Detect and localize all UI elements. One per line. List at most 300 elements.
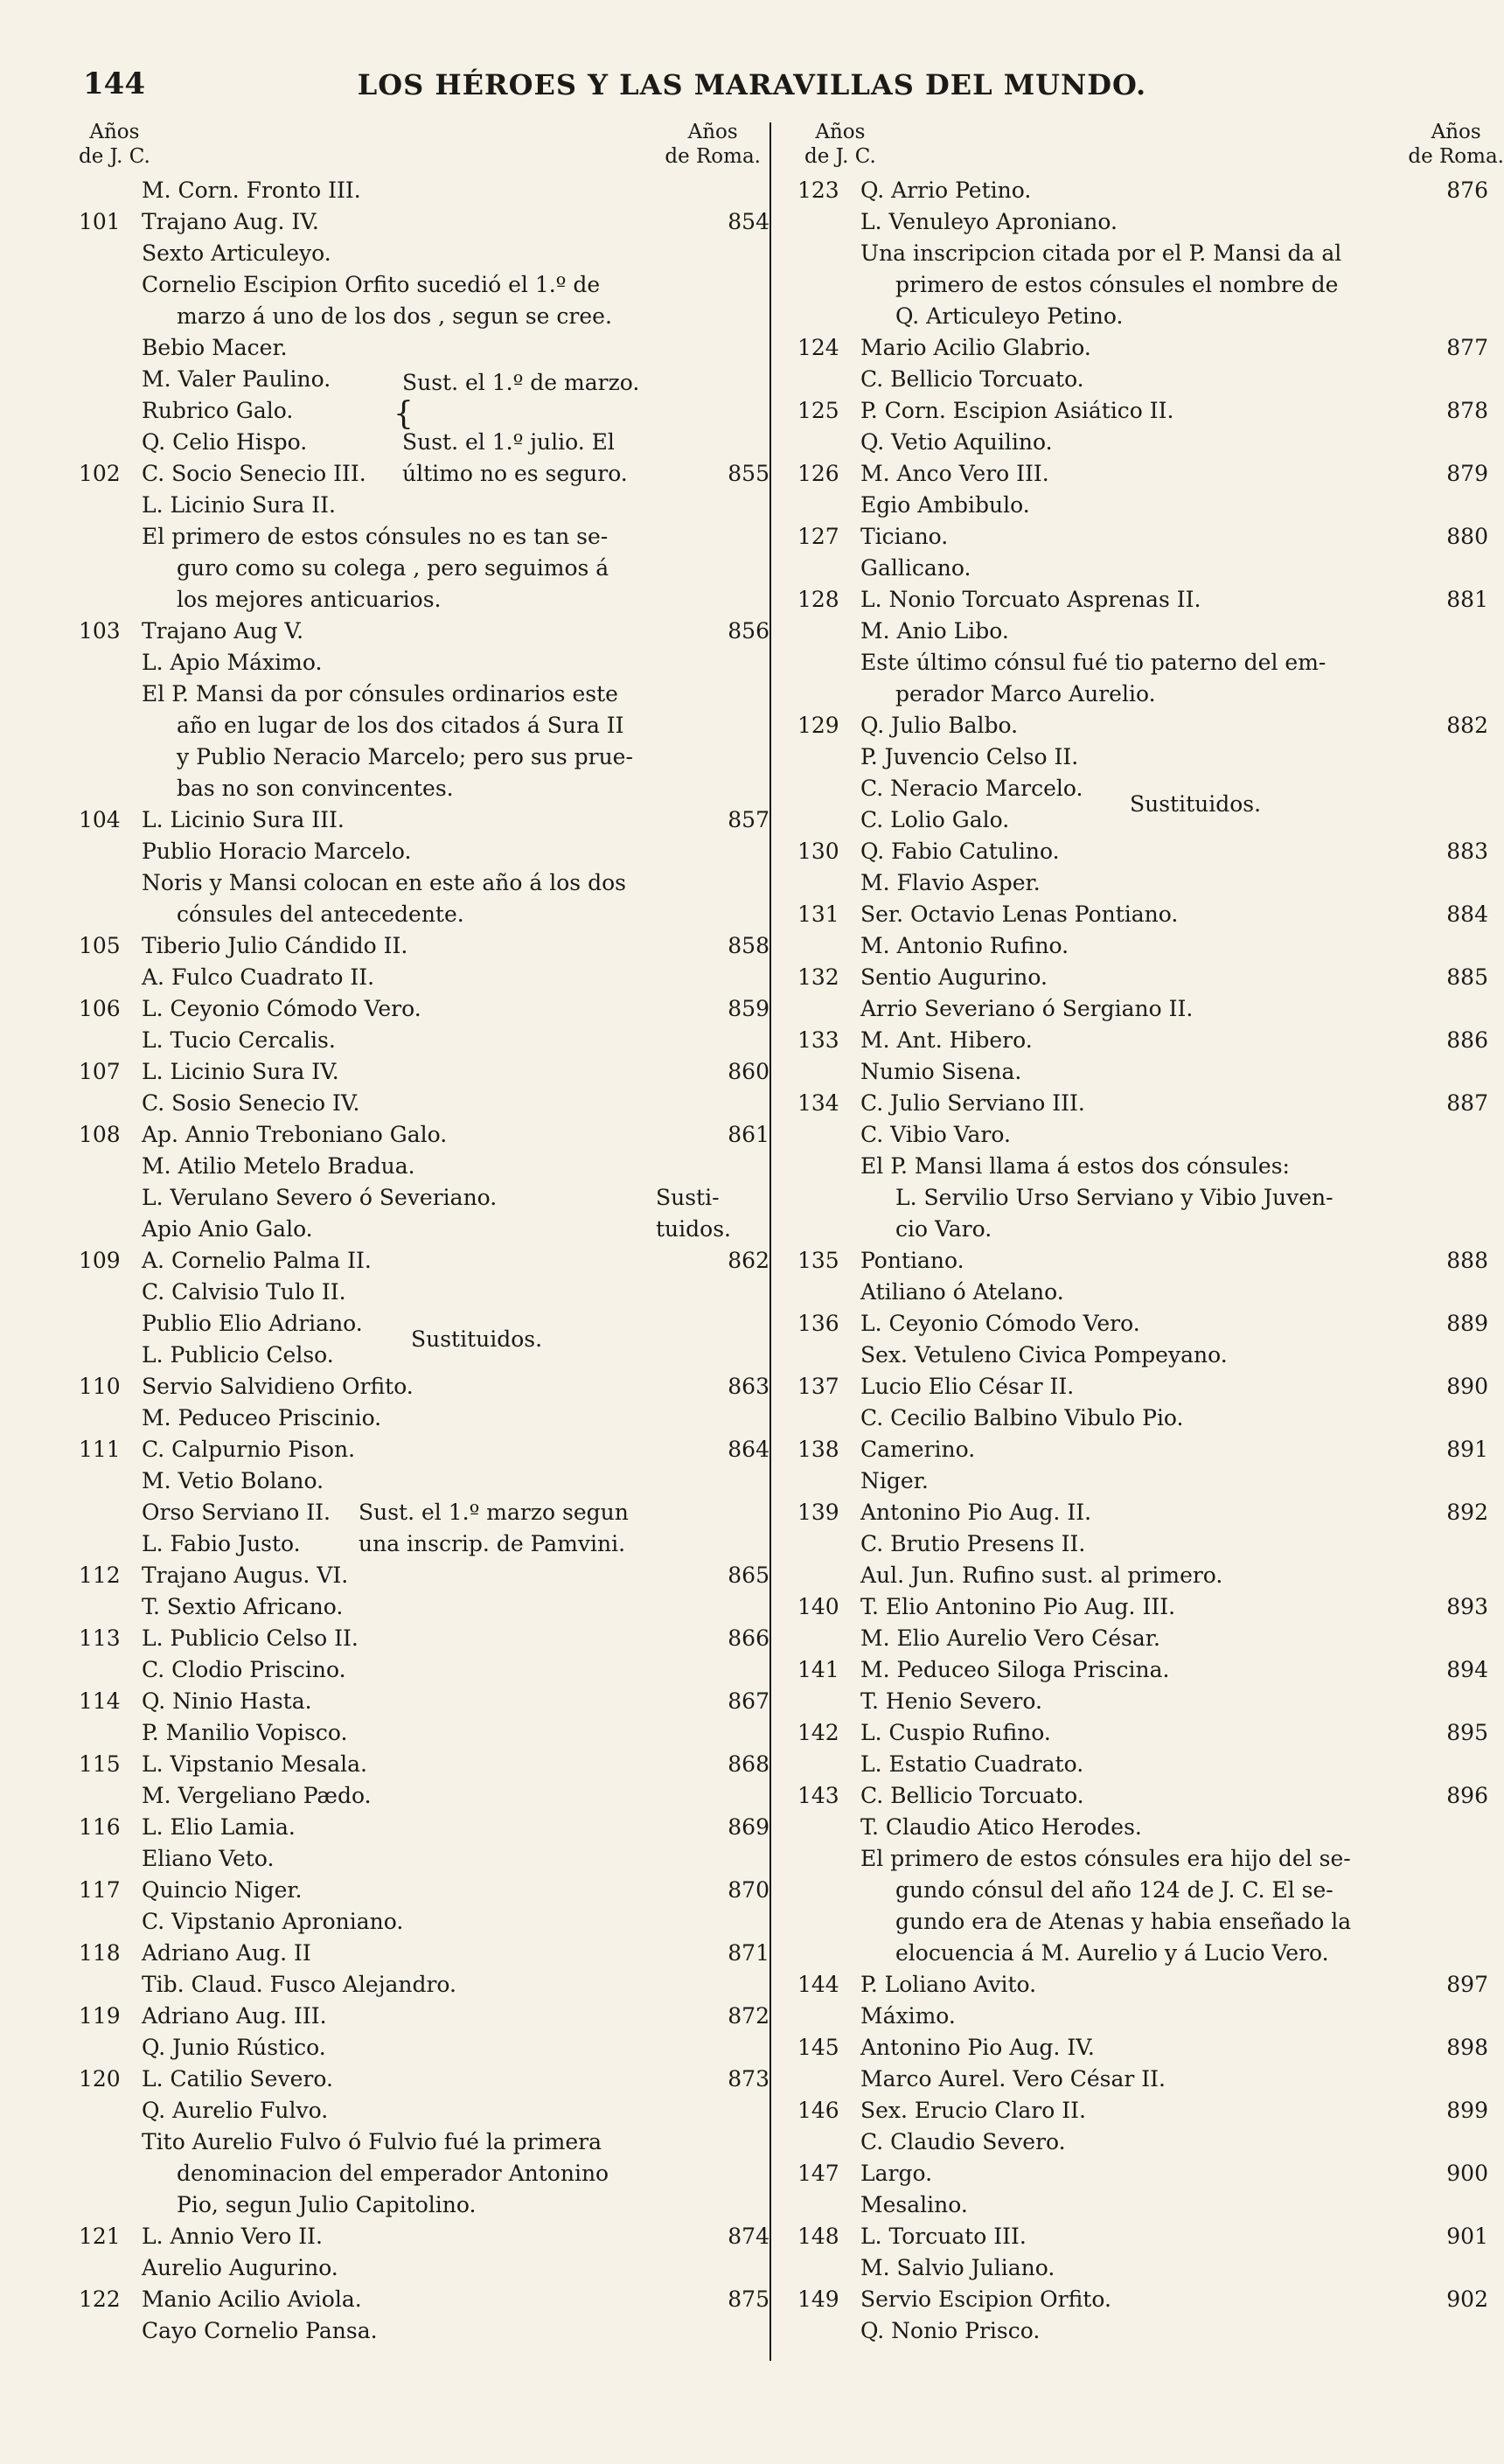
consul-name: M. Salvio Juliano. — [860, 2255, 1055, 2280]
year-jc: 135 — [797, 1248, 839, 1273]
consul-name: M. Vetio Bolano. — [142, 1468, 324, 1493]
consul-entry — [797, 364, 1488, 395]
consul-entry — [797, 1088, 1488, 1119]
year-roma: 854 — [728, 209, 769, 234]
consul-name: marzo á uno de los dos , segun se cree. — [177, 303, 612, 329]
year-jc: 129 — [797, 713, 839, 738]
year-jc: 109 — [79, 1248, 121, 1273]
consul-name: Este último cónsul fué tio paterno del em- — [860, 650, 1326, 675]
year-jc: 130 — [797, 839, 839, 864]
consul-name: Quincio Niger. — [142, 1877, 303, 1903]
consul-entry — [797, 553, 1488, 584]
consul-name: M. Corn. Fronto III. — [142, 177, 361, 203]
consul-entry — [797, 836, 1488, 867]
consul-name: Ap. Annio Treboniano Galo. — [142, 1122, 448, 1147]
consul-entry — [797, 993, 1488, 1025]
years-roma-label: Años — [687, 121, 738, 143]
year-roma: 862 — [728, 1248, 769, 1273]
consul-entry — [79, 395, 769, 427]
consul-entry — [797, 1371, 1488, 1403]
year-jc: 147 — [797, 2161, 839, 2186]
consul-name: M. Valer Paulino. — [142, 366, 331, 392]
page-number: 144 — [83, 66, 145, 101]
consul-entry — [79, 2315, 769, 2347]
consul-name: cónsules del antecedente. — [177, 901, 464, 927]
consul-name: C. Calvisio Tulo II. — [142, 1279, 346, 1305]
year-roma: 865 — [728, 1563, 769, 1588]
consul-name: El P. Mansi llama á estos dos cónsules: — [860, 1153, 1290, 1179]
year-roma: 888 — [1446, 1248, 1488, 1273]
year-jc: 107 — [79, 1059, 121, 1084]
consul-name: L. Tucio Cercalis. — [142, 1027, 336, 1053]
consul-name: Publio Elio Adriano. — [142, 1311, 363, 1336]
year-jc: 121 — [79, 2224, 121, 2249]
consul-entry — [797, 1969, 1488, 2001]
year-jc: 115 — [79, 1751, 121, 1777]
year-jc: 114 — [79, 1688, 121, 1714]
consul-entry — [79, 269, 769, 301]
consul-name: C. Vipstanio Aproniano. — [142, 1909, 404, 1934]
year-jc: 105 — [79, 933, 121, 958]
consul-entry — [797, 930, 1488, 962]
consul-name: guro como su colega , pero seguimos á — [177, 555, 609, 581]
year-jc: 137 — [797, 1374, 839, 1399]
consul-name: L. Nonio Torcuato Asprenas II. — [860, 587, 1201, 612]
consul-name: Tiberio Julio Cándido II. — [142, 933, 408, 958]
year-jc: 142 — [797, 1720, 839, 1745]
consul-entry — [79, 804, 769, 836]
consul-name: Marco Aurel. Vero César II. — [860, 2066, 1166, 2092]
years-jc-label: Años — [89, 121, 140, 143]
consul-entry — [79, 773, 769, 804]
consul-entry — [797, 175, 1488, 206]
column-divider — [769, 122, 771, 2361]
consul-name: T. Henio Severo. — [860, 1688, 1042, 1714]
consul-name: bas no son convincentes. — [177, 776, 454, 801]
year-roma: 868 — [728, 1751, 769, 1777]
running-title: LOS HÉROES Y LAS MARAVILLAS DEL MUNDO. — [357, 68, 1147, 101]
year-jc: 125 — [797, 398, 839, 423]
consul-name: Rubrico Galo. — [142, 398, 294, 423]
consul-entry — [797, 1245, 1488, 1277]
year-jc: 127 — [797, 524, 839, 549]
consul-entry — [79, 490, 769, 521]
consul-name: Sex. Erucio Claro II. — [860, 2098, 1086, 2123]
consul-entry — [79, 2095, 769, 2126]
year-jc: 111 — [79, 1437, 121, 1462]
consul-entry — [79, 2126, 769, 2158]
consul-entry — [79, 2221, 769, 2252]
year-jc: 102 — [79, 461, 121, 486]
year-roma: 899 — [1446, 2098, 1488, 2123]
year-jc: 116 — [79, 1814, 121, 1840]
consul-entry — [79, 1245, 769, 1277]
consul-name: Aul. Jun. Rufino sust. al primero. — [860, 1563, 1223, 1588]
running-header — [0, 61, 1504, 114]
consul-name: Tib. Claud. Fusco Alejandro. — [142, 1972, 456, 1997]
consul-entry — [79, 1371, 769, 1403]
year-roma: 894 — [1446, 1657, 1488, 1682]
year-jc: 122 — [79, 2287, 121, 2312]
consul-name: C. Bellicio Torcuato. — [860, 1783, 1084, 1808]
consul-entry — [79, 741, 769, 773]
consul-name: C. Claudio Severo. — [860, 2129, 1066, 2154]
consul-entry — [797, 1465, 1488, 1497]
year-jc: 146 — [797, 2098, 839, 2123]
year-jc: 133 — [797, 1027, 839, 1053]
year-jc: 145 — [797, 2035, 839, 2060]
consul-entry — [79, 1465, 769, 1497]
consul-name: Ticiano. — [860, 524, 949, 549]
consul-entry — [797, 206, 1488, 238]
consul-entry — [797, 395, 1488, 427]
consul-entry — [797, 741, 1488, 773]
consul-name: L. Estatio Cuadrato. — [860, 1751, 1084, 1777]
consul-entry — [797, 2126, 1488, 2158]
consul-name: P. Manilio Vopisco. — [142, 1720, 348, 1745]
consul-entry — [797, 679, 1488, 710]
year-jc: 132 — [797, 964, 839, 990]
consul-entry — [79, 616, 769, 647]
year-jc: 101 — [79, 209, 121, 234]
consul-name: Adriano Aug. II — [142, 1940, 311, 1966]
consul-name: Mesalino. — [860, 2192, 968, 2217]
consul-name: Q. Celio Hispo. — [142, 429, 308, 455]
consul-name: A. Fulco Cuadrato II. — [142, 964, 375, 990]
consul-entry — [79, 1591, 769, 1623]
brace: { — [393, 396, 414, 432]
consul-entry — [79, 1151, 769, 1182]
year-roma: 890 — [1446, 1374, 1488, 1399]
consul-name: L. Apio Máximo. — [142, 650, 323, 675]
consul-name: M. Antonio Rufino. — [860, 933, 1069, 958]
note-ultimo: último no es seguro. — [402, 461, 628, 486]
consul-entry — [79, 647, 769, 679]
year-roma: 856 — [728, 618, 769, 644]
consul-entry — [797, 647, 1488, 679]
consul-entry — [79, 1749, 769, 1780]
year-roma: 855 — [728, 461, 769, 486]
year-jc: 131 — [797, 901, 839, 927]
consul-name: P. Loliano Avito. — [860, 1972, 1037, 1997]
consul-name: Lucio Elio César II. — [860, 1374, 1075, 1399]
year-roma: 872 — [728, 2003, 769, 2029]
consul-name: P. Corn. Escipion Asiático II. — [860, 398, 1174, 423]
consul-name: denominacion del emperador Antonino — [177, 2161, 609, 2186]
consul-name: El primero de estos cónsules era hijo del se- — [860, 1846, 1351, 1871]
consul-name: Q. Fabio Catulino. — [860, 839, 1060, 864]
consul-entry — [79, 301, 769, 332]
consul-entry — [79, 1403, 769, 1434]
consul-name: Mario Acilio Glabrio. — [860, 335, 1091, 360]
consul-name: Servio Escipion Orfito. — [860, 2287, 1111, 2312]
consul-name: Adriano Aug. III. — [142, 2003, 327, 2029]
year-roma: 892 — [1446, 1500, 1488, 1525]
consul-entry — [79, 1623, 769, 1654]
years-jc-label-sub: de J. C. — [79, 145, 150, 168]
year-jc: 149 — [797, 2287, 839, 2312]
consul-entry — [797, 1403, 1488, 1434]
year-roma: 896 — [1446, 1783, 1488, 1808]
consul-entry — [797, 2315, 1488, 2347]
consul-name: C. Vibio Varo. — [860, 1122, 1011, 1147]
consul-name: M. Anio Libo. — [860, 618, 1009, 644]
consul-name: elocuencia á M. Aurelio y á Lucio Vero. — [895, 1940, 1329, 1966]
consul-entry — [797, 238, 1488, 269]
consul-name: primero de estos cónsules el nombre de — [895, 272, 1339, 297]
consul-name: los mejores anticuarios. — [177, 587, 442, 612]
consul-name: Cayo Cornelio Pansa. — [142, 2318, 378, 2343]
consul-entry — [79, 1780, 769, 1812]
consul-entry — [797, 1182, 1488, 1214]
consul-entry — [79, 1906, 769, 1938]
year-roma: 871 — [728, 1940, 769, 1966]
year-jc: 103 — [79, 618, 121, 644]
consul-name: L. Verulano Severo ó Severiano. — [142, 1185, 498, 1210]
consul-name: El P. Mansi da por cónsules ordinarios este — [142, 681, 618, 706]
consul-name: T. Sextio Africano. — [142, 1594, 344, 1619]
consul-entry — [797, 962, 1488, 993]
consul-entry — [797, 269, 1488, 301]
consul-name: Pontiano. — [860, 1248, 964, 1273]
year-jc: 128 — [797, 587, 839, 612]
year-jc: 117 — [79, 1877, 121, 1903]
consul-entry — [79, 993, 769, 1025]
year-roma: 885 — [1446, 964, 1488, 990]
consul-name: Ser. Octavio Lenas Pontiano. — [860, 901, 1179, 927]
consul-entry — [797, 1560, 1488, 1591]
consul-entry — [79, 2189, 769, 2221]
consul-entry — [79, 521, 769, 553]
note-sust-marzo-segun: Sust. el 1.º marzo segun — [359, 1500, 629, 1525]
consul-entry — [797, 1780, 1488, 1812]
year-jc: 120 — [79, 2066, 121, 2092]
consul-name: P. Juvencio Celso II. — [860, 744, 1079, 769]
consul-name: Orso Serviano II. — [142, 1500, 331, 1525]
consul-name: L. Servilio Urso Serviano y Vibio Juven- — [895, 1185, 1333, 1210]
consul-name: Trajano Augus. VI. — [142, 1563, 349, 1588]
consul-name: L. Licinio Sura II. — [142, 492, 336, 518]
consul-name: Q. Nonio Prisco. — [860, 2318, 1041, 2343]
year-jc: 126 — [797, 461, 839, 486]
consul-name: C. Calpurnio Pison. — [142, 1437, 356, 1462]
consul-name: M. Peduceo Priscinio. — [142, 1405, 382, 1430]
consul-entry — [797, 2189, 1488, 2221]
consul-name: C. Lolio Galo. — [860, 807, 1010, 832]
consul-name: Q. Aurelio Fulvo. — [142, 2098, 329, 2123]
consul-entry — [797, 1623, 1488, 1654]
right-column-header — [804, 120, 1504, 171]
note-inscripcion: una inscrip. de Pamvini. — [359, 1531, 626, 1556]
consul-name: Una inscripcion citada por el P. Mansi da al — [860, 240, 1342, 266]
consul-entry — [797, 2095, 1488, 2126]
consul-name: L. Fabio Justo. — [142, 1531, 301, 1556]
consul-name: M. Elio Aurelio Vero César. — [860, 1625, 1160, 1651]
consul-name: A. Cornelio Palma II. — [142, 1248, 372, 1273]
consul-entry — [79, 1119, 769, 1151]
consul-entry — [797, 2001, 1488, 2032]
consul-entry — [797, 1434, 1488, 1465]
consul-name: Q. Ninio Hasta. — [142, 1688, 312, 1714]
consul-entry — [79, 1686, 769, 1717]
consul-entry — [797, 1119, 1488, 1151]
consul-entry — [79, 332, 769, 364]
consul-name: Noris y Mansi colocan en este año á los dos — [142, 870, 626, 895]
consul-name: Q. Vetio Aquilino. — [860, 429, 1053, 455]
year-jc: 104 — [79, 807, 121, 832]
consul-entry — [79, 710, 769, 741]
consul-name: Niger. — [860, 1468, 929, 1493]
year-roma: 866 — [728, 1625, 769, 1651]
left-column — [79, 175, 769, 2347]
consul-entry — [797, 1025, 1488, 1056]
consul-entry — [79, 2064, 769, 2095]
year-roma: 875 — [728, 2287, 769, 2312]
year-roma: 889 — [1446, 1311, 1488, 1336]
consul-entry — [79, 1843, 769, 1875]
consul-entry — [79, 930, 769, 962]
year-roma: 902 — [1446, 2287, 1488, 2312]
year-roma: 857 — [728, 807, 769, 832]
consul-name: Largo. — [860, 2161, 933, 2186]
consul-name: L. Vipstanio Mesala. — [142, 1751, 367, 1777]
consul-entry — [797, 427, 1488, 458]
consul-name: C. Clodio Priscino. — [142, 1657, 346, 1682]
year-jc: 108 — [79, 1122, 121, 1147]
year-roma: 880 — [1446, 524, 1488, 549]
consul-entry — [79, 2284, 769, 2315]
consul-entry — [797, 2158, 1488, 2189]
consul-entry — [79, 836, 769, 867]
consul-entry — [797, 1749, 1488, 1780]
year-jc: 148 — [797, 2224, 839, 2249]
consul-name: C. Bellicio Torcuato. — [860, 366, 1084, 392]
consul-entry — [79, 238, 769, 269]
consul-entry — [79, 2032, 769, 2064]
year-roma: 898 — [1446, 2035, 1488, 2060]
consul-entry — [79, 2001, 769, 2032]
consul-name: L. Publicio Celso. — [142, 1342, 334, 1368]
consul-name: perador Marco Aurelio. — [895, 681, 1156, 706]
year-roma: 869 — [728, 1814, 769, 1840]
consul-entry — [797, 1591, 1488, 1623]
consul-name: Tito Aurelio Fulvo ó Fulvio fué la primera — [142, 2129, 602, 2154]
year-jc: 106 — [79, 996, 121, 1021]
years-roma-label-sub: de Roma. — [665, 145, 761, 168]
note-sustituidos: Sustituidos. — [1130, 791, 1262, 817]
year-roma: 858 — [728, 933, 769, 958]
year-roma: 863 — [728, 1374, 769, 1399]
year-roma: 859 — [728, 996, 769, 1021]
consul-name: Publio Horacio Marcelo. — [142, 839, 412, 864]
consul-entry — [797, 1843, 1488, 1875]
consul-name: C. Cecilio Balbino Vibulo Pio. — [860, 1405, 1184, 1430]
consul-name: C. Brutio Presens II. — [860, 1531, 1086, 1556]
consul-entry — [79, 1654, 769, 1686]
consul-name: año en lugar de los dos citados á Sura II — [177, 713, 624, 738]
consul-entry — [79, 1560, 769, 1591]
consul-entry — [79, 2158, 769, 2189]
consul-name: Sentio Augurino. — [860, 964, 1048, 990]
consul-name: C. Julio Serviano III. — [860, 1090, 1085, 1116]
consul-entry — [79, 1025, 769, 1056]
consul-entry — [797, 2284, 1488, 2315]
consul-entry — [797, 584, 1488, 616]
consul-name: Servio Salvidieno Orfito. — [142, 1374, 414, 1399]
consul-entry — [797, 1277, 1488, 1308]
consul-name: Q. Julio Balbo. — [860, 713, 1019, 738]
consul-entry — [797, 616, 1488, 647]
consul-entry — [797, 332, 1488, 364]
note-tuidos: tuidos. — [656, 1216, 731, 1242]
consul-entry — [79, 1056, 769, 1088]
consul-entry — [79, 679, 769, 710]
consul-name: cio Varo. — [895, 1216, 992, 1242]
year-roma: 867 — [728, 1688, 769, 1714]
year-roma: 873 — [728, 2066, 769, 2092]
consul-entry — [797, 1214, 1488, 1245]
consul-entry — [797, 1686, 1488, 1717]
consul-entry — [79, 175, 769, 206]
consul-name: Cornelio Escipion Orfito sucedió el 1.º de — [142, 272, 601, 297]
consul-entry — [797, 1906, 1488, 1938]
consul-name: Sex. Vetuleno Civica Pompeyano. — [860, 1342, 1228, 1368]
years-roma-label-sub: de Roma. — [1408, 145, 1504, 168]
consul-entry — [797, 458, 1488, 490]
consul-name: Sexto Articuleyo. — [142, 240, 331, 266]
consul-name: L. Cuspio Rufino. — [860, 1720, 1051, 1745]
consul-name: M. Anco Vero III. — [860, 461, 1049, 486]
consul-entry — [79, 1938, 769, 1969]
consul-entry — [797, 899, 1488, 930]
consul-entry — [797, 1812, 1488, 1843]
consul-name: Trajano Aug V. — [142, 618, 304, 644]
consul-entry — [79, 1717, 769, 1749]
year-roma: 883 — [1446, 839, 1488, 864]
year-roma: 879 — [1446, 461, 1488, 486]
year-roma: 901 — [1446, 2224, 1488, 2249]
year-roma: 877 — [1446, 335, 1488, 360]
year-roma: 886 — [1446, 1027, 1488, 1053]
consul-entry — [79, 553, 769, 584]
consul-name: Máximo. — [860, 2003, 956, 2029]
consul-entry — [797, 2221, 1488, 2252]
year-roma: 864 — [728, 1437, 769, 1462]
consul-name: L. Torcuato III. — [860, 2224, 1027, 2249]
year-jc: 143 — [797, 1783, 839, 1808]
consul-name: T. Elio Antonino Pio Aug. III. — [860, 1594, 1176, 1619]
consul-name: gundo era de Atenas y habia enseñado la — [895, 1909, 1352, 1934]
consul-name: C. Neracio Marcelo. — [860, 776, 1083, 801]
consul-name: y Publio Neracio Marcelo; pero sus prue- — [177, 744, 633, 769]
year-jc: 144 — [797, 1972, 839, 1997]
consul-entry — [79, 584, 769, 616]
consul-entry — [797, 710, 1488, 741]
consul-name: C. Socio Senecio III. — [142, 461, 366, 486]
consul-name: M. Peduceo Siloga Priscina. — [860, 1657, 1170, 1682]
consul-name: Antonino Pio Aug. II. — [860, 1500, 1092, 1525]
consul-entry — [797, 1151, 1488, 1182]
consul-entry — [797, 2032, 1488, 2064]
year-roma: 887 — [1446, 1090, 1488, 1116]
consul-name: Bebio Macer. — [142, 335, 288, 360]
consul-name: Q. Arrio Petino. — [860, 177, 1032, 203]
note-susti: Susti- — [656, 1185, 720, 1210]
consul-name: Egio Ambibulo. — [860, 492, 1030, 518]
year-roma: 893 — [1446, 1594, 1488, 1619]
note-sust-marzo: Sust. el 1.º de marzo. — [402, 370, 640, 395]
consul-name: Arrio Severiano ó Sergiano II. — [860, 996, 1194, 1021]
